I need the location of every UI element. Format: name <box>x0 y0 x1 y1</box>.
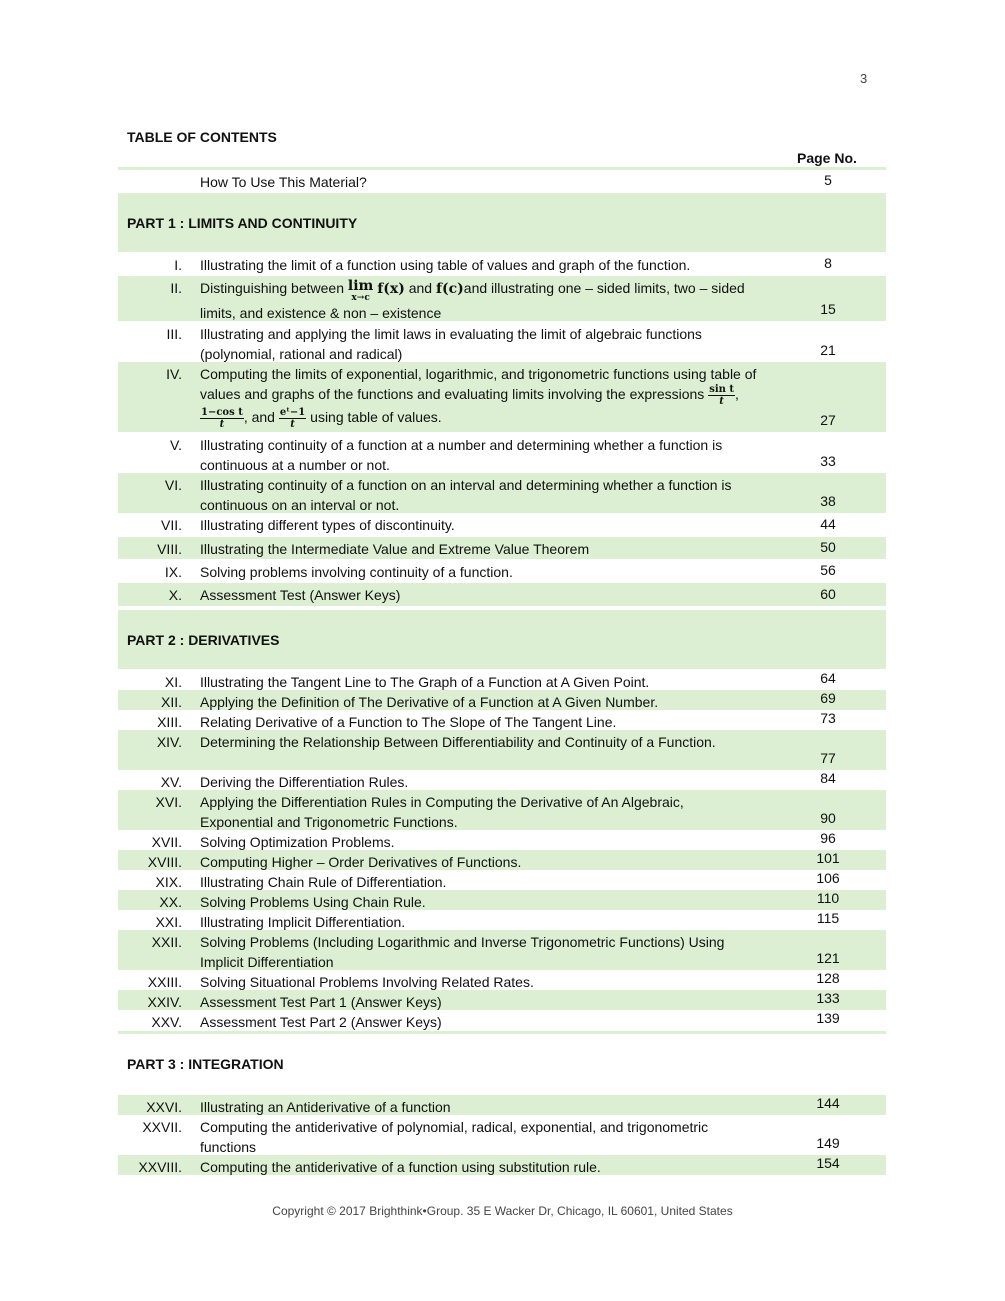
entry-number: III. <box>166 326 182 342</box>
denominator: t <box>290 419 295 430</box>
fraction-sin-t-over-t <box>708 384 735 407</box>
entry-number: VIII. <box>157 541 182 557</box>
entry-number: XIII. <box>157 714 182 730</box>
entry-title: Computing Higher – Order Derivatives of Functions. <box>200 854 522 870</box>
entry-title: Determining the Relationship Between Differentiability and Continuity of a Function. <box>200 734 716 750</box>
entry-title <box>200 278 760 323</box>
fraction-et-1-over-t <box>279 407 306 430</box>
part-heading-text: PART 2 : DERIVATIVES <box>127 632 280 648</box>
toc-entry[interactable] <box>118 473 886 513</box>
toc-entry[interactable] <box>118 910 886 930</box>
entry-number: XX. <box>159 894 182 910</box>
entry-title: Assessment Test (Answer Keys) <box>200 587 401 603</box>
denominator: t <box>219 419 225 430</box>
toc-entry[interactable] <box>118 890 886 910</box>
entry-number: XXVI. <box>146 1099 182 1115</box>
entry-title: Assessment Test Part 2 (Answer Keys) <box>200 1014 442 1030</box>
entry-title: Illustrating the Intermediate Value and Extreme Value Theorem <box>200 541 590 557</box>
entry-title: Illustrating the Tangent Line to The Graph of a Function at A Given Point. <box>200 674 650 690</box>
entry-title: Solving Situational Problems Involving Related Rates. <box>200 974 534 990</box>
denominator: t <box>719 396 724 407</box>
entry-number: XVII. <box>151 834 182 850</box>
part-heading-text: PART 1 : LIMITS AND CONTINUITY <box>127 215 358 231</box>
entry-page: 139 <box>816 1010 840 1026</box>
entry-page: 5 <box>824 172 832 188</box>
entry-number: XXII. <box>151 934 182 950</box>
entry-title: Computing the antiderivative of polynomial, radical, exponential, and trigonometric functions <box>200 1119 709 1155</box>
entry-number: XXI. <box>155 914 182 930</box>
toc-entry[interactable] <box>118 990 886 1010</box>
entry-page: 154 <box>816 1155 840 1171</box>
entry-page: 50 <box>820 539 836 555</box>
toc-entry[interactable] <box>118 850 886 870</box>
entry-page: 77 <box>820 750 836 766</box>
part-3-heading <box>118 1045 886 1085</box>
toc-title: TABLE OF CONTENTS <box>127 129 277 145</box>
lim-subscript: x→c <box>351 293 370 303</box>
entry-title: Illustrating different types of discontinuity. <box>200 517 455 533</box>
entry-number: XII. <box>160 694 182 710</box>
toc-entry[interactable] <box>118 1095 886 1115</box>
entry-page: 101 <box>816 850 840 866</box>
toc-entry[interactable] <box>118 870 886 890</box>
entry-page: 144 <box>816 1095 840 1111</box>
entry-title: Assessment Test Part 1 (Answer Keys) <box>200 994 442 1010</box>
lim-text: lim <box>347 278 374 294</box>
entry-page: 73 <box>820 710 836 726</box>
entry-title: Illustrating Implicit Differentiation. <box>200 914 406 930</box>
title-text: using table of values. <box>306 409 442 426</box>
entry-number: XVIII. <box>147 854 182 870</box>
entry-page: 60 <box>820 586 836 602</box>
title-text: and illustrating one – sided limits, two – sided limits, and existence & non – existence <box>200 280 745 321</box>
entry-number: VII. <box>160 517 182 533</box>
part-1-heading <box>118 193 886 252</box>
title-text: Distinguishing between <box>200 280 348 296</box>
entry-title: Solving problems involving continuity of a function. <box>200 564 513 580</box>
entry-title: How To Use This Material? <box>200 174 367 190</box>
entry-title: Illustrating Chain Rule of Differentiation. <box>200 874 447 890</box>
entry-number: I. <box>174 257 182 273</box>
toc-entry[interactable] <box>118 276 886 321</box>
title-text: Computing the limits of exponential, logarithmic, and trigonometric functions using table of values and graphs of the functions and evaluating limits involving the expressions <box>200 366 757 403</box>
entry-page: 110 <box>816 890 840 906</box>
toc-entry[interactable] <box>118 253 886 275</box>
entry-number: XVI. <box>155 794 182 810</box>
entry-page: 27 <box>820 412 836 428</box>
toc-entry[interactable] <box>118 670 886 690</box>
fraction-1-cos-t-over-t <box>200 407 244 430</box>
entry-page: 15 <box>820 301 836 317</box>
toc-entry[interactable] <box>118 790 886 830</box>
toc-entry[interactable] <box>118 970 886 990</box>
entry-page: 128 <box>816 970 840 986</box>
page-no-header: Page No. <box>797 150 857 166</box>
entry-page: 121 <box>816 950 840 966</box>
toc-entry[interactable] <box>118 513 886 536</box>
entry-number: XV. <box>160 774 182 790</box>
title-text: and <box>404 280 436 296</box>
entry-number: XIV. <box>156 734 182 750</box>
toc-entry[interactable] <box>118 710 886 730</box>
entry-page: 149 <box>816 1135 840 1151</box>
entry-title: Solving Problems (Including Logarithmic and Inverse Trigonometric Functions) Using Implicit Differentiation <box>200 934 725 970</box>
entry-number: XI. <box>164 674 182 690</box>
part-heading-text: PART 3 : INTEGRATION <box>127 1056 284 1072</box>
entry-page: 84 <box>820 770 836 786</box>
entry-number: XXIII. <box>147 974 182 990</box>
entry-number: V. <box>170 437 182 453</box>
numerator: 1−cos t <box>201 407 243 418</box>
toc-entry[interactable] <box>118 1010 886 1030</box>
numerator: sin t <box>709 384 735 395</box>
part-2-heading <box>118 610 886 669</box>
toc-entry[interactable] <box>118 433 886 473</box>
entry-title: Applying the Definition of The Derivative of a Function at A Given Number. <box>200 694 659 710</box>
separator: , and <box>243 409 275 426</box>
page-number: 3 <box>860 71 868 86</box>
toc-entry[interactable] <box>118 730 886 770</box>
entry-title: Illustrating continuity of a function on an interval and determining whether a function is continuous on an interval or not. <box>200 477 732 513</box>
entry-title: Applying the Differentiation Rules in Computing the Derivative of An Algebraic, Exponential and Trigonometric Functions. <box>200 794 684 830</box>
entry-page: 115 <box>816 910 840 926</box>
fc-text: f(c) <box>435 281 464 297</box>
toc-entry[interactable] <box>118 362 886 432</box>
entry-number: XXIV. <box>147 994 182 1010</box>
copyright-footer: Copyright © 2017 Brighthink•Group. 35 E Wacker Dr, Chicago, IL 60601, United States <box>272 1204 733 1218</box>
entry-page: 106 <box>816 870 840 886</box>
toc-entry[interactable] <box>118 537 886 559</box>
entry-page: 44 <box>820 516 836 532</box>
separator: , <box>735 386 739 403</box>
toc-entry[interactable] <box>118 583 886 606</box>
entry-number: IX. <box>164 564 182 580</box>
entry-title: Illustrating an Antiderivative of a function <box>200 1099 451 1115</box>
entry-title: Solving Problems Using Chain Rule. <box>200 894 426 910</box>
entry-number: II. <box>170 280 182 296</box>
numerator: eᵗ−1 <box>279 407 306 418</box>
toc-entry[interactable] <box>118 690 886 710</box>
toc-entry[interactable] <box>118 1155 886 1175</box>
toc-entry[interactable] <box>118 1115 886 1155</box>
entry-title: Illustrating the limit of a function using table of values and graph of the function. <box>200 257 691 273</box>
entry-title: Solving Optimization Problems. <box>200 834 395 850</box>
entry-title: Relating Derivative of a Function to The Slope of The Tangent Line. <box>200 714 617 730</box>
entry-page: 90 <box>820 810 836 826</box>
toc-entry[interactable] <box>118 930 886 970</box>
entry-page: 38 <box>820 493 836 509</box>
entry-number: X. <box>168 587 182 603</box>
entry-page: 8 <box>824 255 832 271</box>
toc-entry-intro[interactable] <box>118 170 886 192</box>
entry-title <box>200 364 760 430</box>
entry-title: Illustrating continuity of a function at a number and determining whether a function is continuous at a number or not. <box>200 437 723 473</box>
entry-number: VI. <box>164 477 182 493</box>
entry-page: 33 <box>820 453 836 469</box>
entry-page: 56 <box>820 562 836 578</box>
entry-title: Deriving the Differentiation Rules. <box>200 774 409 790</box>
entry-number: XXV. <box>151 1014 182 1030</box>
entry-number: IV. <box>166 366 182 382</box>
entry-page: 69 <box>820 690 836 706</box>
toc-entry[interactable] <box>118 830 886 850</box>
toc-entry[interactable] <box>118 322 886 362</box>
fx-text: f(x) <box>377 281 405 297</box>
entry-title: Computing the antiderivative of a function using substitution rule. <box>200 1159 601 1175</box>
limit-expression <box>348 278 373 303</box>
entry-page: 96 <box>820 830 836 846</box>
entry-title: Illustrating and applying the limit laws in evaluating the limit of algebraic functions (polynomial, rational and radical) <box>200 326 702 362</box>
toc-entry[interactable] <box>118 770 886 790</box>
entry-number: XXVIII. <box>138 1159 182 1175</box>
entry-page: 64 <box>820 670 836 686</box>
toc-entry[interactable] <box>118 560 886 582</box>
entry-page: 133 <box>816 990 840 1006</box>
entry-number: XXVII. <box>142 1119 182 1135</box>
entry-page: 21 <box>820 342 836 358</box>
entry-number: XIX. <box>155 874 182 890</box>
